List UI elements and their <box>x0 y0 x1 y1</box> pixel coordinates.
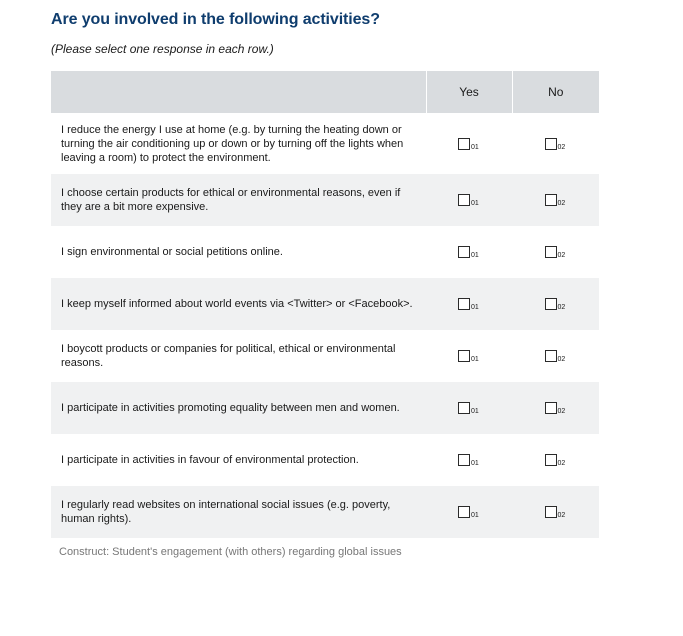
construct-note: Construct: Student's engagement (with others) regarding global issues <box>59 546 402 558</box>
statement-text: I participate in activities promoting equality between men and women. <box>51 382 426 434</box>
yes-code: 01 <box>471 408 479 416</box>
header-statement-cell <box>51 71 426 113</box>
statement-text: I reduce the energy I use at home (e.g. by turning the heating down or turning the air conditioning up or down or by turning off the lights when leaving a room) to protect the environment. <box>61 123 404 164</box>
no-option[interactable] <box>512 486 599 538</box>
yes-checkbox[interactable] <box>458 246 479 260</box>
yes-option[interactable] <box>426 278 512 330</box>
yes-option[interactable] <box>426 486 512 538</box>
yes-option[interactable] <box>426 330 512 382</box>
question-title: Are you involved in the following activities? <box>51 11 380 28</box>
yes-checkbox[interactable] <box>458 402 479 416</box>
no-checkbox[interactable] <box>545 506 566 520</box>
no-checkbox[interactable] <box>545 454 566 468</box>
statement-text: I sign environmental or social petitions online. <box>61 246 283 258</box>
no-code: 02 <box>557 200 566 208</box>
no-checkbox[interactable] <box>545 138 566 151</box>
yes-checkbox[interactable] <box>458 350 479 364</box>
no-checkbox[interactable] <box>545 246 566 260</box>
statement-text: I choose certain products for ethical or environmental reasons, even if they are a bit more expensive. <box>51 174 426 226</box>
instruction-text: (Please select one response in each row.) <box>51 42 274 56</box>
no-code: 02 <box>557 356 566 364</box>
table-row <box>51 330 599 382</box>
no-option[interactable] <box>512 382 599 434</box>
yes-code: 01 <box>471 252 479 260</box>
statement-text: I boycott products or companies for political, ethical or environmental reasons. <box>61 343 396 369</box>
no-code: 02 <box>557 252 566 260</box>
statement-text: I keep myself informed about world events via <Twitter> or <Facebook>. <box>51 278 426 330</box>
yes-option[interactable] <box>426 174 512 226</box>
yes-checkbox[interactable] <box>458 298 479 312</box>
no-option[interactable] <box>512 330 599 382</box>
yes-code: 01 <box>471 304 479 312</box>
yes-option[interactable] <box>426 113 512 174</box>
yes-checkbox[interactable] <box>458 138 479 151</box>
no-checkbox[interactable] <box>545 402 566 416</box>
yes-code: 01 <box>471 200 479 208</box>
yes-code: 01 <box>471 143 479 151</box>
response-grid <box>51 71 599 538</box>
yes-checkbox[interactable] <box>458 454 479 468</box>
header-yes: Yes <box>426 71 512 113</box>
no-option[interactable] <box>512 113 599 174</box>
no-option[interactable] <box>512 278 599 330</box>
no-code: 02 <box>557 512 566 520</box>
no-code: 02 <box>557 304 566 312</box>
yes-code: 01 <box>471 356 479 364</box>
no-code: 02 <box>557 460 566 468</box>
header-no: No <box>512 71 599 113</box>
table-row <box>51 382 599 434</box>
statement-text: I participate in activities in favour of environmental protection. <box>61 454 359 466</box>
table-row <box>51 486 599 538</box>
yes-option[interactable] <box>426 382 512 434</box>
no-checkbox[interactable] <box>545 194 566 208</box>
yes-option[interactable] <box>426 434 512 486</box>
yes-code: 01 <box>471 460 479 468</box>
yes-code: 01 <box>471 512 479 520</box>
no-option[interactable] <box>512 174 599 226</box>
table-row <box>51 113 599 174</box>
header-row <box>51 71 599 113</box>
yes-checkbox[interactable] <box>458 506 479 520</box>
no-code: 02 <box>557 408 566 416</box>
table-row <box>51 434 599 486</box>
yes-checkbox[interactable] <box>458 194 479 208</box>
no-code: 02 <box>557 143 566 151</box>
no-checkbox[interactable] <box>545 298 566 312</box>
no-option[interactable] <box>512 226 599 278</box>
statement-text: I regularly read websites on international social issues (e.g. poverty, human rights). <box>51 486 426 538</box>
no-option[interactable] <box>512 434 599 486</box>
yes-option[interactable] <box>426 226 512 278</box>
table-row <box>51 174 599 226</box>
table-row <box>51 278 599 330</box>
no-checkbox[interactable] <box>545 350 566 364</box>
table-row <box>51 226 599 278</box>
